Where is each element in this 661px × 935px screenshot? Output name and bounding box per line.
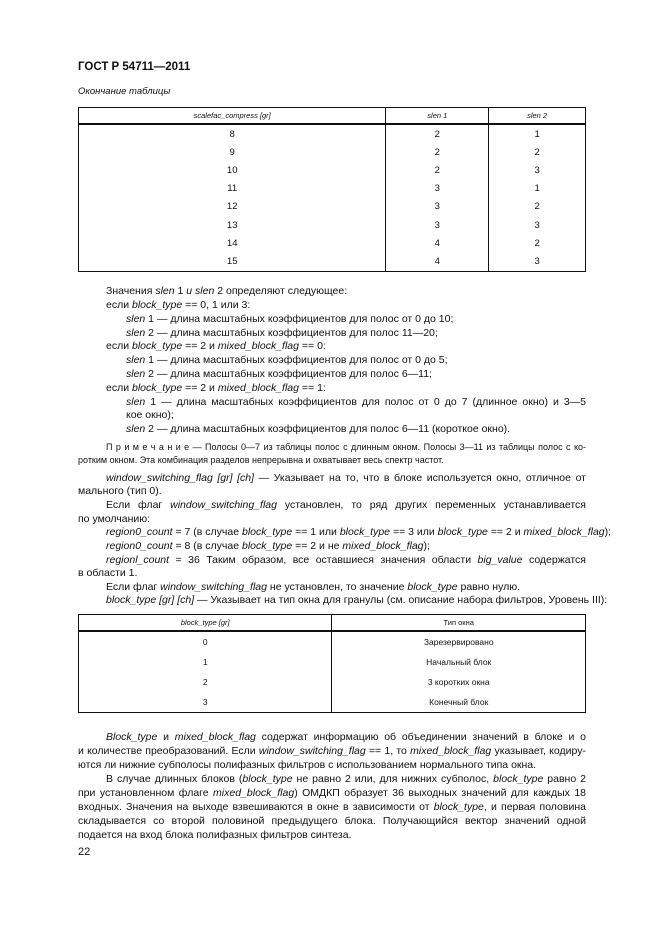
text-line (78, 801, 586, 814)
code-term: mixed_block_flag (217, 340, 299, 352)
text-segment: 1 (174, 285, 187, 297)
text-segment: содержат информацию об объединении значений в блоке и о (261, 731, 586, 743)
block-type-table (78, 614, 586, 713)
text-line (78, 787, 586, 800)
text-line (126, 409, 174, 422)
text-segment: равно нулю. (457, 581, 521, 593)
text-segment: 1 — длина масштабных коэффициентов для полос от 0 до 10; (145, 313, 454, 325)
table-cell: 2 (489, 234, 586, 252)
table-cell: 8 (79, 124, 386, 143)
text-line (78, 829, 351, 842)
table-row (79, 234, 586, 252)
text-line (106, 299, 250, 312)
text-segment: 2 — длина масштабных коэффициентов для полос 6—11 (короткое окно). (145, 423, 511, 435)
text-line (106, 526, 611, 539)
code-term: window_switching_flag [gr] [ch] (106, 472, 255, 484)
code-term: region0_count (106, 540, 173, 552)
text-segment: — Указывает на тип окна для гранулы (см. описание набора фильтров, Уровень III): (194, 594, 608, 606)
code-term: block_type (437, 526, 488, 538)
table-cell: 1 (489, 180, 586, 198)
text-segment: 2 — длина масштабных коэффициентов для полос 11—20; (145, 327, 438, 339)
text-segment: Значения (106, 285, 156, 297)
text-segment: == 2 и не (292, 540, 343, 552)
text-segment: — Указывает на то, что в блоке используется окно, отличное от (258, 472, 586, 484)
text-line (126, 368, 432, 381)
table-row (79, 692, 586, 713)
table-cell: 2 (386, 124, 489, 143)
text-segment: ) ОМДКП образует 36 выходных значений для каждых 18 (294, 787, 586, 799)
text-line (126, 313, 453, 326)
text-segment: содержатся (522, 554, 586, 566)
text-line (106, 340, 326, 353)
text-segment: установлен, то ряд других переменных устанавливается (276, 499, 586, 511)
text-line (126, 423, 510, 436)
code-term: mixed_block_flag (213, 787, 295, 799)
text-line (106, 773, 586, 786)
code-term: block_type (132, 299, 183, 311)
text-segment: при установленном флаге (78, 787, 214, 799)
code-term: mixed_block_flag (523, 526, 605, 538)
table-cell: 3 (386, 180, 489, 198)
table-row (79, 161, 586, 179)
table-header-row (79, 615, 586, 632)
text-segment: подается на вход блока полифазных фильтров синтеза. (78, 829, 352, 841)
text-segment: равно 2 (543, 773, 586, 785)
table-cell: 3 (386, 198, 489, 216)
table-row (79, 143, 586, 161)
code-term: slen (126, 313, 146, 325)
code-term: window_switching_flag (160, 581, 267, 593)
table-cell: 1 (79, 652, 332, 672)
text-line (106, 540, 430, 553)
text-segment: == 2 и (182, 340, 218, 352)
text-segment: ются ли нижние субполосы полифазных фильтров с использованием нормального типа окна. (78, 759, 537, 771)
column-header: slen 2 (489, 108, 586, 125)
code-term: Block_type (106, 731, 158, 743)
text-segment: указывает, кодиру- (491, 745, 586, 757)
table-cell: Начальный блок (332, 652, 586, 672)
text-segment: 2 — длина масштабных коэффициентов для полос 6—11; (145, 368, 432, 380)
table-cell: 3 (489, 161, 586, 179)
code-term: big_value (477, 554, 523, 566)
table-cell: 2 (386, 161, 489, 179)
code-term: slen (126, 368, 146, 380)
text-segment: == 0, 1 или 3: (182, 299, 251, 311)
note-line (106, 441, 586, 454)
text-segment: кое окно); (126, 409, 174, 421)
table-row (79, 180, 586, 198)
text-segment: если (106, 340, 132, 352)
column-header: Тип окна (332, 615, 586, 632)
text-segment: не установлен, то значение (266, 581, 408, 593)
table-cell: 1 (489, 124, 586, 143)
code-term: и (186, 285, 193, 297)
table-row (79, 252, 586, 271)
text-segment: == 1, то (365, 745, 411, 757)
code-term: mixed_block_flag (174, 731, 256, 743)
text-line (78, 815, 586, 828)
table-cell: Конечный блок (332, 692, 586, 713)
text-line (126, 354, 448, 367)
code-term: mixed_block_flag (342, 540, 424, 552)
text-segment: мального (тип 0). (78, 485, 162, 497)
text-segment: 2 определяют следующее: (214, 285, 348, 297)
text-segment: не равно 2 или, для нижних субполос, (292, 773, 494, 785)
text-segment: и количестве преобразований. Если (78, 745, 259, 757)
table-cell: 15 (79, 252, 386, 271)
text-segment: == 3 или (390, 526, 438, 538)
column-header: scalefac_compress [gr] (79, 108, 386, 125)
text-segment: если (106, 299, 132, 311)
table-cell: 2 (386, 143, 489, 161)
code-term: mixed_block_flag (410, 745, 492, 757)
table-row (79, 672, 586, 692)
text-segment: если (106, 382, 132, 394)
code-term: slen (126, 423, 146, 435)
text-segment: Если флаг (106, 581, 161, 593)
text-line (106, 581, 520, 594)
code-term: block_type [gr] [ch] (106, 594, 195, 606)
table-cell: 4 (386, 252, 489, 271)
code-term: regionl_count (106, 554, 170, 566)
table-cell: 3 коротких окна (332, 672, 586, 692)
text-segment: = 8 (в случае (172, 540, 242, 552)
code-term: window_switching_flag (258, 745, 366, 757)
text-segment: по умолчанию: (78, 513, 151, 525)
table-caption: Окончание таблицы (78, 86, 171, 97)
table-cell: 14 (79, 234, 386, 252)
code-term: slen (126, 396, 146, 408)
table-row (79, 631, 586, 652)
table-header-row (79, 108, 586, 125)
text-line (106, 554, 586, 567)
code-term: block_type (242, 773, 293, 785)
text-segment: Если флаг (106, 499, 171, 511)
table-cell: 12 (79, 198, 386, 216)
table-cell: 3 (489, 216, 586, 234)
text-line (78, 567, 137, 580)
text-segment: ); (604, 526, 612, 538)
table-cell: 13 (79, 216, 386, 234)
text-segment: П р и м е ч а н и е — Полосы 0—7 из таблицы полос с длинным окном. Полосы 3—11 из таблицы полос с ко- (106, 442, 586, 452)
code-term: block_type (241, 540, 293, 552)
table-cell: Зарезервировано (332, 631, 586, 652)
table-cell: 3 (386, 216, 489, 234)
table-cell: 9 (79, 143, 386, 161)
text-line (106, 594, 607, 607)
table-cell: 10 (79, 161, 386, 179)
text-segment: == 2 и (487, 526, 524, 538)
text-line (106, 285, 347, 298)
code-term: block_type (339, 526, 391, 538)
text-line (78, 513, 150, 526)
text-segment: в области 1. (78, 567, 138, 579)
text-segment: == 1: (298, 382, 326, 394)
table-cell: 11 (79, 180, 386, 198)
table-row (79, 216, 586, 234)
table-cell: 2 (79, 672, 332, 692)
text-segment: и (157, 731, 175, 743)
text-segment: входных. Значения на выходе взвешиваются в окне в зависимости от (78, 801, 434, 813)
text-line (126, 396, 586, 409)
code-term: block_type (241, 526, 293, 538)
table-cell: 0 (79, 631, 332, 652)
code-term: slen (195, 285, 215, 297)
code-term: slen (126, 354, 146, 366)
table-row (79, 124, 586, 143)
code-term: block_type (132, 340, 183, 352)
table-cell: 2 (489, 198, 586, 216)
text-line (106, 499, 586, 512)
code-term: slen (155, 285, 175, 297)
text-segment: ); (423, 540, 430, 552)
code-term: block_type (493, 773, 544, 785)
code-term: block_type (433, 801, 484, 813)
note-line (78, 454, 444, 467)
code-term: block_type (132, 382, 183, 394)
text-line (106, 731, 586, 744)
code-term: slen (126, 327, 146, 339)
text-segment: ротким окном. Эта комбинация разделов непрерывна и охватывает весь спектр частот. (78, 455, 444, 465)
text-segment: В случае длинных блоков ( (106, 773, 243, 785)
table-cell: 3 (489, 252, 586, 271)
table-cell: 4 (386, 234, 489, 252)
table-cell: 2 (489, 143, 586, 161)
text-line (78, 759, 536, 772)
text-segment: == 2 и (182, 382, 218, 394)
code-term: block_type (407, 581, 458, 593)
text-segment: = 36 Таким образом, все оставшиеся значения области (169, 554, 478, 566)
text-line (78, 485, 162, 498)
table-row (79, 198, 586, 216)
text-line (78, 745, 586, 758)
text-segment: == 0: (298, 340, 326, 352)
table-cell: 3 (79, 692, 332, 713)
table-row (79, 652, 586, 672)
text-segment: = 7 (в случае (172, 526, 242, 538)
column-header: slen 1 (386, 108, 489, 125)
text-segment: == 1 или (292, 526, 340, 538)
text-line (106, 472, 586, 485)
text-segment: , и первая половина (483, 801, 586, 813)
text-segment: 1 — длина масштабных коэффициентов для полос от 0 до 7 (длинное окно) и 3—5 (150, 396, 586, 408)
code-term: region0_count (106, 526, 173, 538)
document-title: ГОСТ Р 54711—2011 (78, 61, 191, 73)
scalefac-table (78, 107, 586, 272)
page-number: 22 (78, 846, 91, 858)
column-header: block_type [gr] (79, 615, 332, 632)
text-segment: складывается со второй половиной предыдущего блока. Получающийся вектор значений одной (78, 815, 586, 827)
code-term: mixed_block_flag (217, 382, 299, 394)
text-line (106, 382, 326, 395)
text-line (126, 327, 438, 340)
code-term: window_switching_flag (170, 499, 277, 511)
text-segment: 1 — длина масштабных коэффициентов для полос от 0 до 5; (145, 354, 448, 366)
